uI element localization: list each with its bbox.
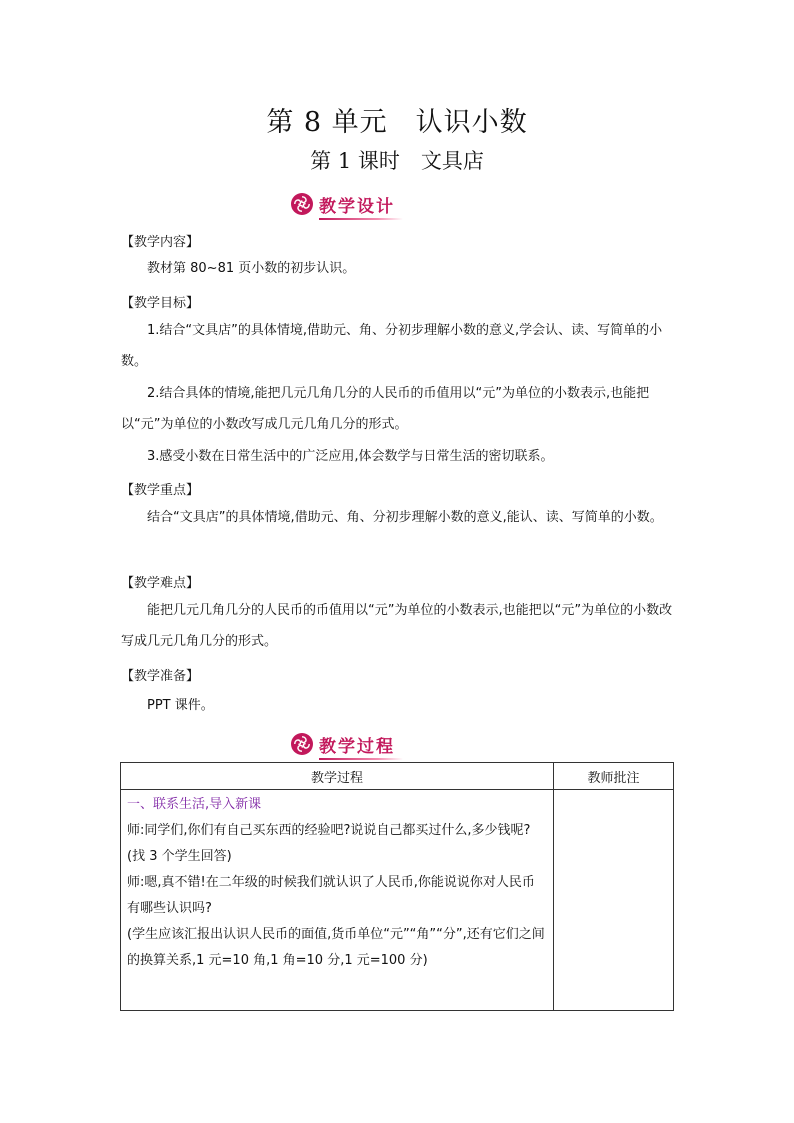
goal-1 [121,315,681,377]
prep-text-body: PPT 课件。 [147,698,214,713]
prep-text [121,690,681,721]
banner-label: 教学过程 [319,736,395,757]
process-line-2: (找 3 个学生回答) [127,849,232,864]
goal-2 [121,378,681,440]
difficulty-text [121,595,681,657]
banner-label: 教学设计 [319,196,395,217]
section-banner-process [291,731,403,757]
process-line-3: 师:嗯,真不错!在二年级的时候我们就认识了人民币,你能说说你对人民币有哪些认识吗? [127,875,535,916]
key-text-body: 结合“文具店”的具体情境,借助元、角、分初步理解小数的意义,能认、读、写简单的小数。 [147,510,663,525]
swirl-logo-icon [291,193,313,215]
table-header-row [121,763,674,790]
goal-3-text: 3.感受小数在日常生活中的广泛应用,体会数学与日常生活的密切联系。 [147,449,554,464]
table-row [121,790,674,1011]
goal-2-text: 2.结合具体的情境,能把几元几角几分的人民币的币值用以“元”为单位的小数表示,也能把以“元”为单位的小数改写成几元几角几分的形式。 [121,386,650,432]
content-heading: 【教学内容】 [121,235,200,250]
lesson-title: 第 1 课时 文具店 [310,149,484,173]
banner-underline [319,218,403,220]
key-text [121,502,681,533]
banner-underline [319,758,403,760]
key-heading: 【教学重点】 [121,483,200,498]
process-cell [121,790,554,1011]
swirl-logo-icon [291,733,313,755]
process-line-4: (学生应该汇报出认识人民币的面值,货币单位“元”“角”“分”,还有它们之间的换算关系,1 元=10 角,1 角=10 分,1 元=100 分) [127,927,545,968]
goal-3 [121,441,681,472]
goals-heading: 【教学目标】 [121,296,200,311]
notes-cell [554,790,674,1011]
content-text [121,253,681,284]
difficulty-heading: 【教学难点】 [121,576,200,591]
content-text-body: 教材第 80~81 页小数的初步认识。 [147,261,356,276]
step-title: 一、联系生活,导入新课 [127,797,262,812]
goal-1-text: 1.结合“文具店”的具体情境,借助元、角、分初步理解小数的意义,学会认、读、写简单的小数。 [121,323,663,369]
process-line-1: 师:同学们,你们有自己买东西的经验吧?说说自己都买过什么,多少钱呢? [127,823,531,838]
unit-title: 第 8 单元 认识小数 [266,107,528,138]
col-header-notes: 教师批注 [554,763,674,790]
col-header-process: 教学过程 [121,763,554,790]
section-banner-design [291,191,403,217]
process-table [120,762,674,1011]
prep-heading: 【教学准备】 [121,669,200,684]
difficulty-text-body: 能把几元几角几分的人民币的币值用以“元”为单位的小数表示,也能把以“元”为单位的小数改写成几元几角几分的形式。 [121,603,673,649]
